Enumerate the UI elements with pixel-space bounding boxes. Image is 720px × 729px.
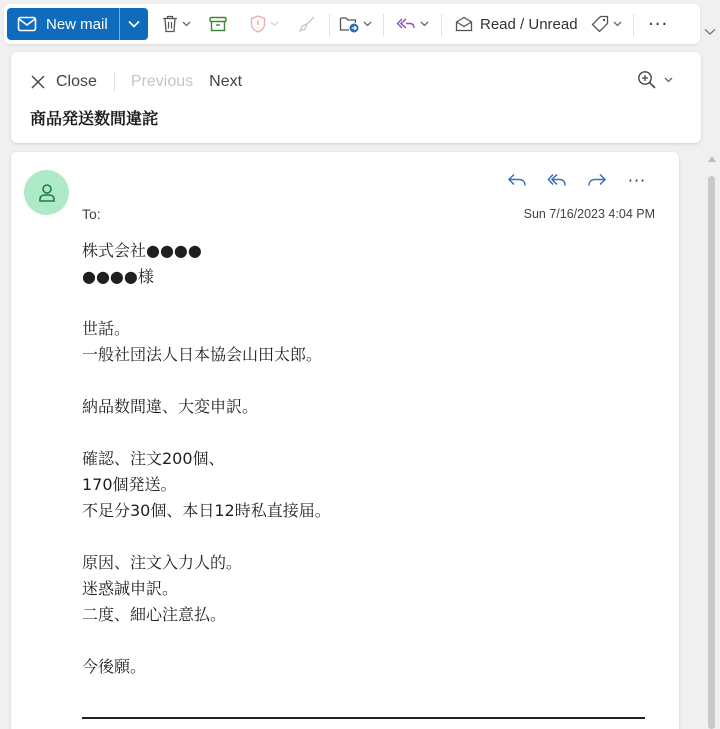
message-actions xyxy=(497,168,657,192)
previous-button[interactable]: Previous xyxy=(130,73,194,90)
toolbar-separator xyxy=(633,14,634,36)
close-label: Close xyxy=(56,73,97,90)
to-label: To: xyxy=(82,206,101,222)
message-panel xyxy=(11,152,679,729)
message-more-button[interactable] xyxy=(617,168,657,192)
categorize-button[interactable] xyxy=(591,8,622,40)
reply-all-icon xyxy=(547,172,567,188)
body-line: 納品数間違、大変申訳。 xyxy=(82,397,259,416)
reply-all-button[interactable] xyxy=(537,168,577,192)
trash-icon xyxy=(162,15,178,33)
body-line: ●●●●様 xyxy=(82,267,154,286)
more-label: ··· xyxy=(648,13,669,35)
folder-move-icon xyxy=(339,15,359,33)
body-line: 二度、細心注意払。 xyxy=(82,605,227,624)
chevron-down-icon[interactable] xyxy=(270,21,279,27)
body-line: 一般社団法人日本協会山田太郎。 xyxy=(82,345,323,364)
new-mail-label: New mail xyxy=(46,15,108,33)
toolbar-expand-chevron-icon[interactable] xyxy=(704,28,716,36)
body-paragraph xyxy=(82,550,662,628)
avatar[interactable] xyxy=(24,170,69,215)
signature-divider xyxy=(82,717,645,719)
scroll-thumb[interactable] xyxy=(708,176,715,729)
move-to-button[interactable] xyxy=(339,8,372,40)
archive-button[interactable] xyxy=(209,8,227,40)
broom-icon xyxy=(298,15,316,33)
body-paragraph xyxy=(82,238,662,290)
forward-icon xyxy=(587,172,607,188)
person-icon xyxy=(38,183,56,203)
close-button[interactable] xyxy=(31,73,97,91)
command-toolbar xyxy=(0,0,720,48)
more-actions-button[interactable] xyxy=(648,8,668,40)
body-line: 株式会社●●●● xyxy=(82,241,202,260)
message-timestamp: Sun 7/16/2023 4:04 PM xyxy=(523,207,655,221)
toolbar-separator xyxy=(329,14,330,36)
toolbar-separator xyxy=(383,14,384,36)
message-subject: 商品発送数間違詫 xyxy=(30,109,159,128)
body-line: 170個発送。 xyxy=(82,475,177,494)
message-body xyxy=(82,238,662,706)
reply-button[interactable] xyxy=(497,168,537,192)
scroll-up-arrow-icon[interactable] xyxy=(708,156,716,162)
zoom-in-icon xyxy=(637,70,657,90)
reply-all-button[interactable] xyxy=(396,8,429,40)
close-icon xyxy=(31,75,45,89)
sweep-button[interactable] xyxy=(298,8,316,40)
reading-header xyxy=(11,52,701,143)
report-button[interactable] xyxy=(250,8,279,40)
zoom-button[interactable] xyxy=(637,70,673,90)
chevron-down-icon[interactable] xyxy=(420,21,429,27)
read-unread-button[interactable] xyxy=(455,8,578,40)
reading-scrollbar[interactable] xyxy=(704,152,720,729)
delete-button[interactable] xyxy=(162,8,191,40)
new-mail-main[interactable] xyxy=(7,8,119,40)
chevron-down-icon xyxy=(128,20,140,28)
toolbar-separator xyxy=(441,14,442,36)
chevron-down-icon[interactable] xyxy=(664,77,673,83)
mail-icon xyxy=(17,16,37,32)
new-mail-button[interactable] xyxy=(7,8,148,40)
body-line: 迷惑誠申訳。 xyxy=(82,579,179,598)
body-line: 世話。 xyxy=(82,319,131,338)
envelope-open-icon xyxy=(455,16,473,32)
archive-icon xyxy=(209,16,227,32)
chevron-down-icon[interactable] xyxy=(182,21,191,27)
tag-icon xyxy=(591,15,609,33)
shield-icon xyxy=(250,15,266,33)
body-paragraph xyxy=(82,316,662,368)
reading-nav xyxy=(31,69,242,95)
chevron-down-icon[interactable] xyxy=(613,21,622,27)
chevron-down-icon[interactable] xyxy=(363,21,372,27)
new-mail-dropdown[interactable] xyxy=(120,8,148,40)
message-more-label: ··· xyxy=(627,170,647,190)
next-button[interactable]: Next xyxy=(209,73,243,90)
body-line: 今後願。 xyxy=(82,657,147,676)
reply-all-icon xyxy=(396,16,416,32)
body-line: 不足分30個、本日12時私直接届。 xyxy=(82,501,331,520)
nav-divider xyxy=(114,72,115,92)
forward-button[interactable] xyxy=(577,168,617,192)
reply-icon xyxy=(507,172,527,188)
body-line: 原因、注文入力人的。 xyxy=(82,553,243,572)
read-unread-label: Read / Unread xyxy=(480,15,578,33)
body-paragraph xyxy=(82,654,662,680)
body-paragraph xyxy=(82,394,662,420)
body-paragraph xyxy=(82,446,662,524)
body-line: 確認、注文200個、 xyxy=(82,449,225,468)
